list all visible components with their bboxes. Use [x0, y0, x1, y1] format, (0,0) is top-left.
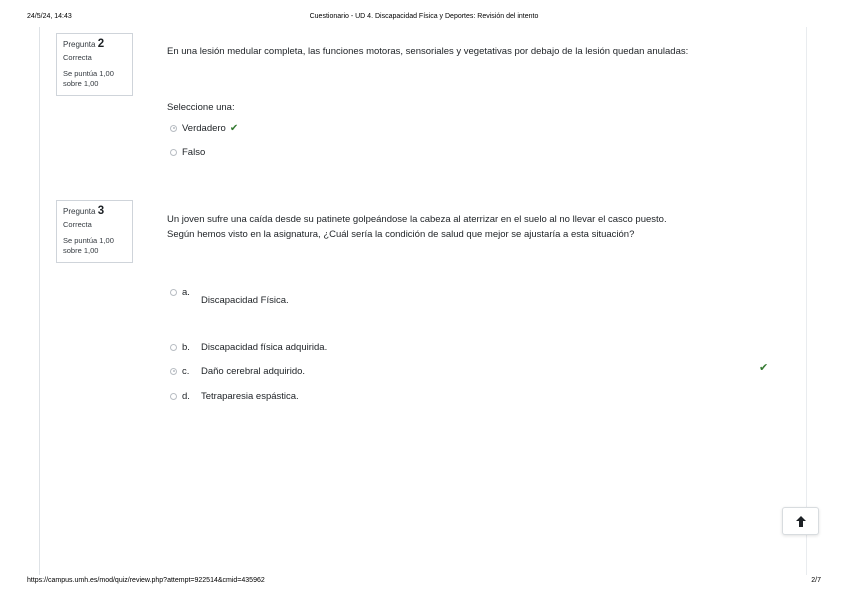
question-3-option-c[interactable]: [170, 364, 305, 378]
print-page-title: Cuestionario - UD 4. Discapacidad Física y Deportes: Revisión del intento: [309, 13, 539, 20]
option-label: Tetraparesia espástica.: [201, 390, 299, 402]
print-page-number: 2/7: [811, 577, 821, 584]
option-label: Discapacidad física adquirida.: [201, 341, 328, 353]
back-to-top-button[interactable]: [782, 507, 819, 535]
option-label: Discapacidad Física.: [201, 295, 289, 306]
question-3-info: [56, 200, 133, 263]
radio-button[interactable]: [170, 149, 177, 156]
radio-button[interactable]: [170, 368, 177, 375]
question-3-grade-line2: sobre 1,00: [63, 246, 99, 255]
question-2-grade-line1: Se puntúa 1,00: [63, 69, 114, 78]
option-label: Daño cerebral adquirido.: [201, 365, 306, 377]
question-2-prompt: Seleccione una:: [167, 102, 235, 113]
question-3-number: Pregunta 3: [63, 205, 105, 217]
option-label: Falso: [182, 146, 206, 158]
radio-button[interactable]: [170, 289, 177, 296]
question-3-option-d[interactable]: [170, 389, 299, 403]
question-3-state: Correcta: [63, 220, 92, 229]
question-3-text: [167, 212, 667, 242]
radio-button[interactable]: [170, 393, 177, 400]
question-2-number: Pregunta 2: [63, 38, 105, 50]
question-2-option-false[interactable]: [170, 145, 205, 159]
question-2-text: En una lesión medular completa, las funciones motoras, sensoriales y vegetativas por debajo de la lesión quedan anuladas:: [167, 46, 689, 57]
question-2-state: Correcta: [63, 53, 92, 62]
question-3-text-line1: Un joven sufre una caída desde su patinete golpeándose la cabeza al aterrizar en el suelo al no llevar el casco puesto.: [167, 214, 667, 225]
question-2-option-true[interactable]: [170, 121, 238, 135]
option-letter: b.: [182, 341, 190, 353]
question-2-info: [56, 33, 133, 96]
content-left-border: [39, 27, 40, 575]
question-3-text-line2: Según hemos visto en la asignatura, ¿Cuál sería la condición de salud que mejor se ajustaría a esta situación?: [167, 229, 635, 240]
print-footer: [27, 577, 821, 589]
print-url: https://campus.umh.es/mod/quiz/review.php?attempt=922514&cmid=435962: [27, 577, 265, 584]
check-icon: ✔: [759, 362, 769, 374]
print-header: [27, 13, 821, 25]
radio-button[interactable]: [170, 344, 177, 351]
option-letter: c.: [182, 365, 190, 377]
radio-button[interactable]: [170, 125, 177, 132]
option-letter: a.: [182, 287, 190, 298]
question-3-option-a[interactable]: [170, 287, 289, 309]
content-right-border: [806, 27, 807, 575]
question-3-grade-line1: Se puntúa 1,00: [63, 236, 114, 245]
arrow-up-icon: [796, 516, 806, 527]
question-3-option-b[interactable]: [170, 340, 327, 354]
check-icon: ✔: [229, 122, 239, 134]
question-2-grade-line2: sobre 1,00: [63, 79, 99, 88]
option-letter: d.: [182, 390, 190, 402]
option-label: Verdadero: [182, 122, 226, 134]
print-date: 24/5/24, 14:43: [27, 13, 72, 20]
